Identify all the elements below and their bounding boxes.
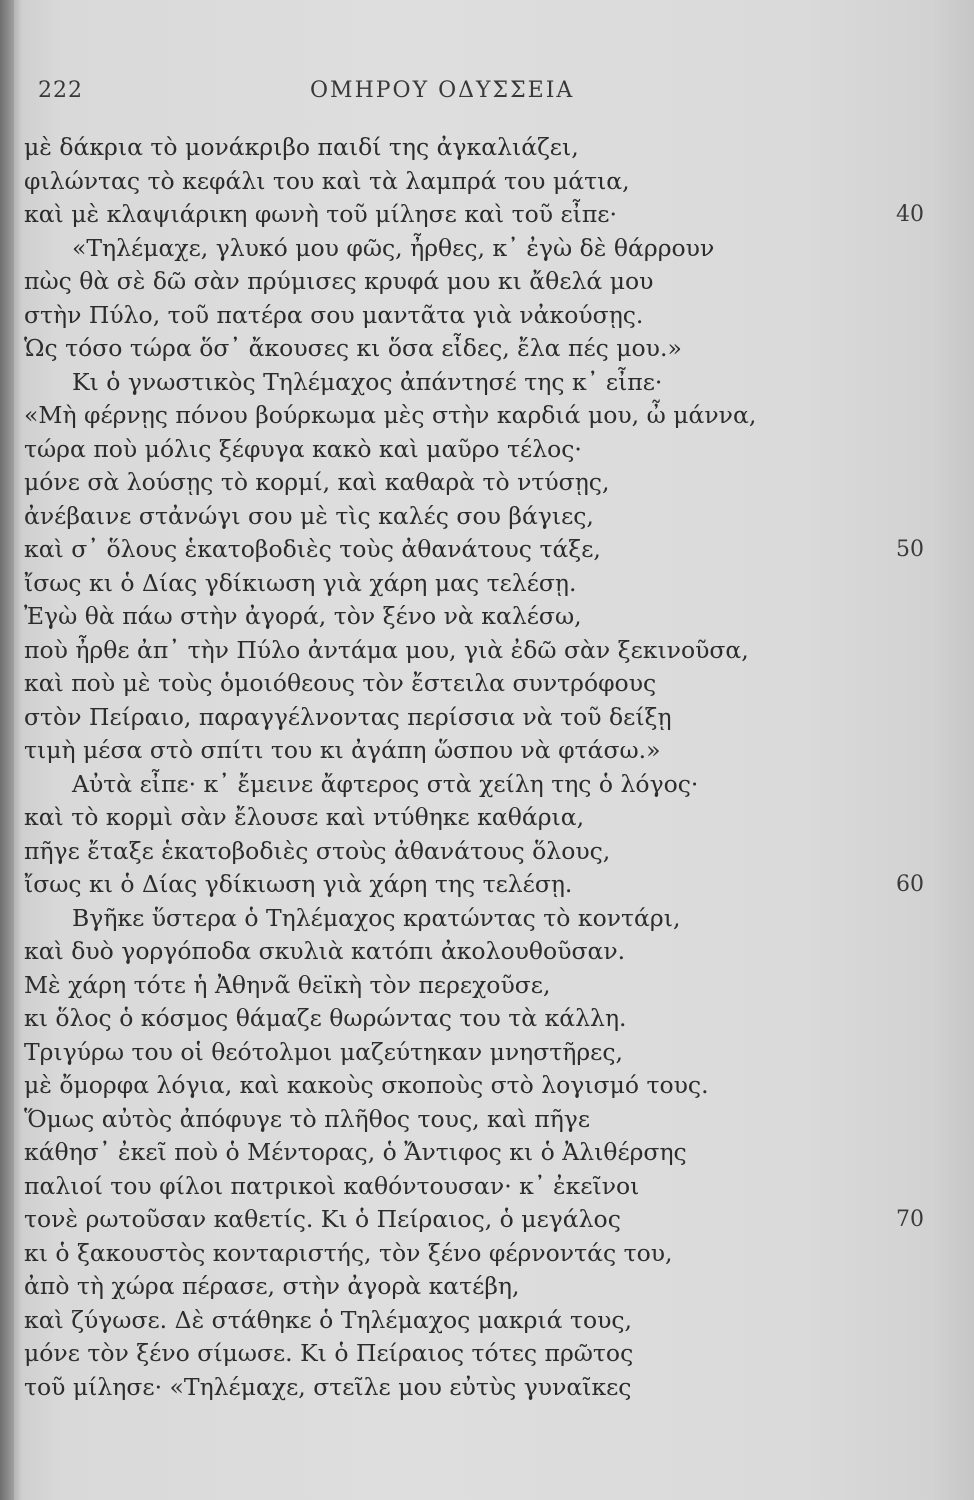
verse-text: φιλώντας τὸ κεφάλι του καὶ τὰ λαμπρά του μάτια, [24,166,630,195]
verse-text: τιμὴ μέσα στὸ σπίτι του κι ἀγάπη ὥσπου νὰ φτάσω.» [24,736,661,764]
verse-text: καὶ σ᾽ ὅλους ἑκατοβοδιὲς τοὺς ἀθανάτους τάξε, [24,535,601,563]
line-number: 70 [896,1207,924,1232]
verse-text: ποὺ ἦρθε ἀπ᾽ τὴν Πύλο ἀντάμα μου, γιὰ ἐδῶ σὰν ξεκινοῦσα, [24,635,749,664]
verse-text: τοῦ μίλησε· «Τηλέμαχε, στεῖλε μου εὐτὺς γυναῖκες [24,1372,632,1401]
verse-text: Μὲ χάρη τότε ἡ Ἀθηνᾶ θεϊκὴ τὸν περεχοῦσε, [24,970,551,999]
verse-text: «Τηλέμαχε, γλυκό μου φῶς, ἦρθες, κ᾽ ἐγὼ δὲ θάρρουν [72,233,715,262]
poem-text-block [24,131,924,1404]
verse-text: μόνε σὰ λούσῃς τὸ κορμί, καὶ καθαρὰ τὸ ντύσῃς, [24,468,610,496]
verse-text: κάθησ᾽ ἐκεῖ ποὺ ὁ Μέντορας, ὁ Ἄντιφος κι ὁ Ἀλιθέρσης [24,1138,687,1166]
verse-text: παλιοί του φίλοι πατρικοὶ καθόντουσαν· κ᾽ ἐκεῖνοι [24,1171,640,1200]
verse-line [24,165,924,199]
verse-line [24,131,924,165]
verse-text: Ὅμως αὐτὸς ἀπόφυγε τὸ πλῆθος τους, καὶ πῆγε [24,1104,591,1133]
verse-line [24,634,924,668]
verse-line [24,868,924,902]
verse-line [24,1304,924,1338]
verse-text: μόνε τὸν ξένο σίμωσε. Κι ὁ Πείραιος τότες πρῶτος [24,1339,634,1367]
verse-line [24,332,924,366]
verse-line [24,600,924,634]
verse-text: ἴσως κι ὁ Δίας γδίκιωση γιὰ χάρη μας τελέσῃ. [24,568,577,597]
verse-line [24,533,924,567]
verse-line [24,935,924,969]
verse-line [24,567,924,601]
verse-line [24,835,924,869]
verse-text: πὼς θὰ σὲ δῶ σὰν πρύμισες κρυφά μου κι ἄθελά μου [24,267,654,295]
verse-text: τώρα ποὺ μόλις ξέφυγα κακὸ καὶ μαῦρο τέλος· [24,434,582,463]
verse-line [24,1237,924,1271]
verse-text: μὲ δάκρια τὸ μονάκριβο παιδί της ἀγκαλιάζει, [24,133,579,161]
line-number: 50 [896,537,924,562]
verse-line [24,466,924,500]
verse-text: πῆγε ἔταξε ἑκατοβοδιὲς στοὺς ἀθανάτους ὅλους, [24,836,611,865]
verse-text: Τριγύρω του οἱ θεότολμοι μαζεύτηκαν μνηστῆρες, [24,1037,623,1066]
verse-text: Βγῆκε ὕστερα ὁ Τηλέμαχος κρατώντας τὸ κοντάρι, [72,903,681,932]
verse-text: μὲ ὄμορφα λόγια, καὶ κακοὺς σκοποὺς στὸ λογισμό τους. [24,1071,709,1099]
verse-line [24,768,924,802]
verse-text: καὶ ζύγωσε. Δὲ στάθηκε ὁ Τηλέμαχος μακριά τους, [24,1305,633,1334]
page-number: 222 [38,78,83,103]
verse-text: «Μὴ φέρνῃς πόνου βούρκωμα μὲς στὴν καρδιά μου, ὦ μάννα, [24,401,757,429]
verse-text: κι ὁ ξακουστὸς κονταριστής, τὸν ξένο φέρνοντάς του, [24,1238,673,1267]
verse-line [24,232,924,266]
verse-line [24,1103,924,1137]
verse-line [24,667,924,701]
verse-line [24,1136,924,1170]
verse-line [24,198,924,232]
verse-line [24,1069,924,1103]
verse-text: Κι ὁ γνωστικὸς Τηλέμαχος ἀπάντησέ της κ᾽ εἶπε· [72,367,663,396]
verse-line [24,1203,924,1237]
verse-line [24,1170,924,1204]
verse-text: τονὲ ρωτοῦσαν καθετίς. Κι ὁ Πείραιος, ὁ μεγάλος [24,1205,621,1233]
running-title: ΟΜΗΡΟΥ ΟΔΥΣΣΕΙΑ [310,78,575,103]
verse-text: Ἐγὼ θὰ πάω στὴν ἀγορά, τὸν ξένο νὰ καλέσω, [24,602,582,630]
line-number: 60 [896,872,924,897]
line-number: 40 [896,202,924,227]
verse-line [24,902,924,936]
verse-text: στὸν Πείραιο, παραγγέλνοντας περίσσια νὰ τοῦ δείξῃ [24,702,672,731]
verse-line [24,734,924,768]
verse-text: καὶ μὲ κλαψιάρικη φωνὴ τοῦ μίλησε καὶ τοῦ εἶπε· [24,200,617,228]
verse-line [24,433,924,467]
verse-line [24,1371,924,1405]
verse-text: καὶ δυὸ γοργόποδα σκυλιὰ κατόπι ἀκολουθοῦσαν. [24,937,626,965]
verse-text: καὶ τὸ κορμὶ σὰν ἔλουσε καὶ ντύθηκε καθάρια, [24,803,585,831]
verse-line [24,801,924,835]
verse-text: ἀνέβαινε στἀνώγι σου μὲ τὶς καλές σου βάγιες, [24,501,594,530]
verse-text: ἀπὸ τὴ χώρα πέρασε, στὴν ἀγορὰ κατέβη, [24,1272,520,1300]
page-binding-edge [0,0,14,1500]
verse-text: στὴν Πύλο, τοῦ πατέρα σου μαντᾶτα γιὰ νἀκούσῃς. [24,300,644,329]
verse-line [24,1337,924,1371]
verse-line [24,1036,924,1070]
verse-line [24,299,924,333]
verse-line [24,500,924,534]
verse-line [24,1270,924,1304]
verse-line [24,701,924,735]
verse-line [24,399,924,433]
verse-text: ἴσως κι ὁ Δίας γδίκιωση γιὰ χάρη της τελέσῃ. [24,870,573,898]
verse-line [24,366,924,400]
verse-line [24,1002,924,1036]
verse-text: κι ὅλος ὁ κόσμος θάμαζε θωρώντας του τὰ κάλλη. [24,1004,627,1032]
verse-line [24,969,924,1003]
verse-text: Ὡς τόσο τώρα ὅσ᾽ ἄκουσες κι ὅσα εἶδες, ἔλα πές μου.» [24,334,682,362]
verse-line [24,265,924,299]
verse-text: καὶ ποὺ μὲ τοὺς ὁμοιόθεους τὸν ἔστειλα συντρόφους [24,669,657,697]
verse-text: Αὐτὰ εἶπε· κ᾽ ἔμεινε ἄφτερος στὰ χείλη της ὁ λόγος· [72,769,699,798]
